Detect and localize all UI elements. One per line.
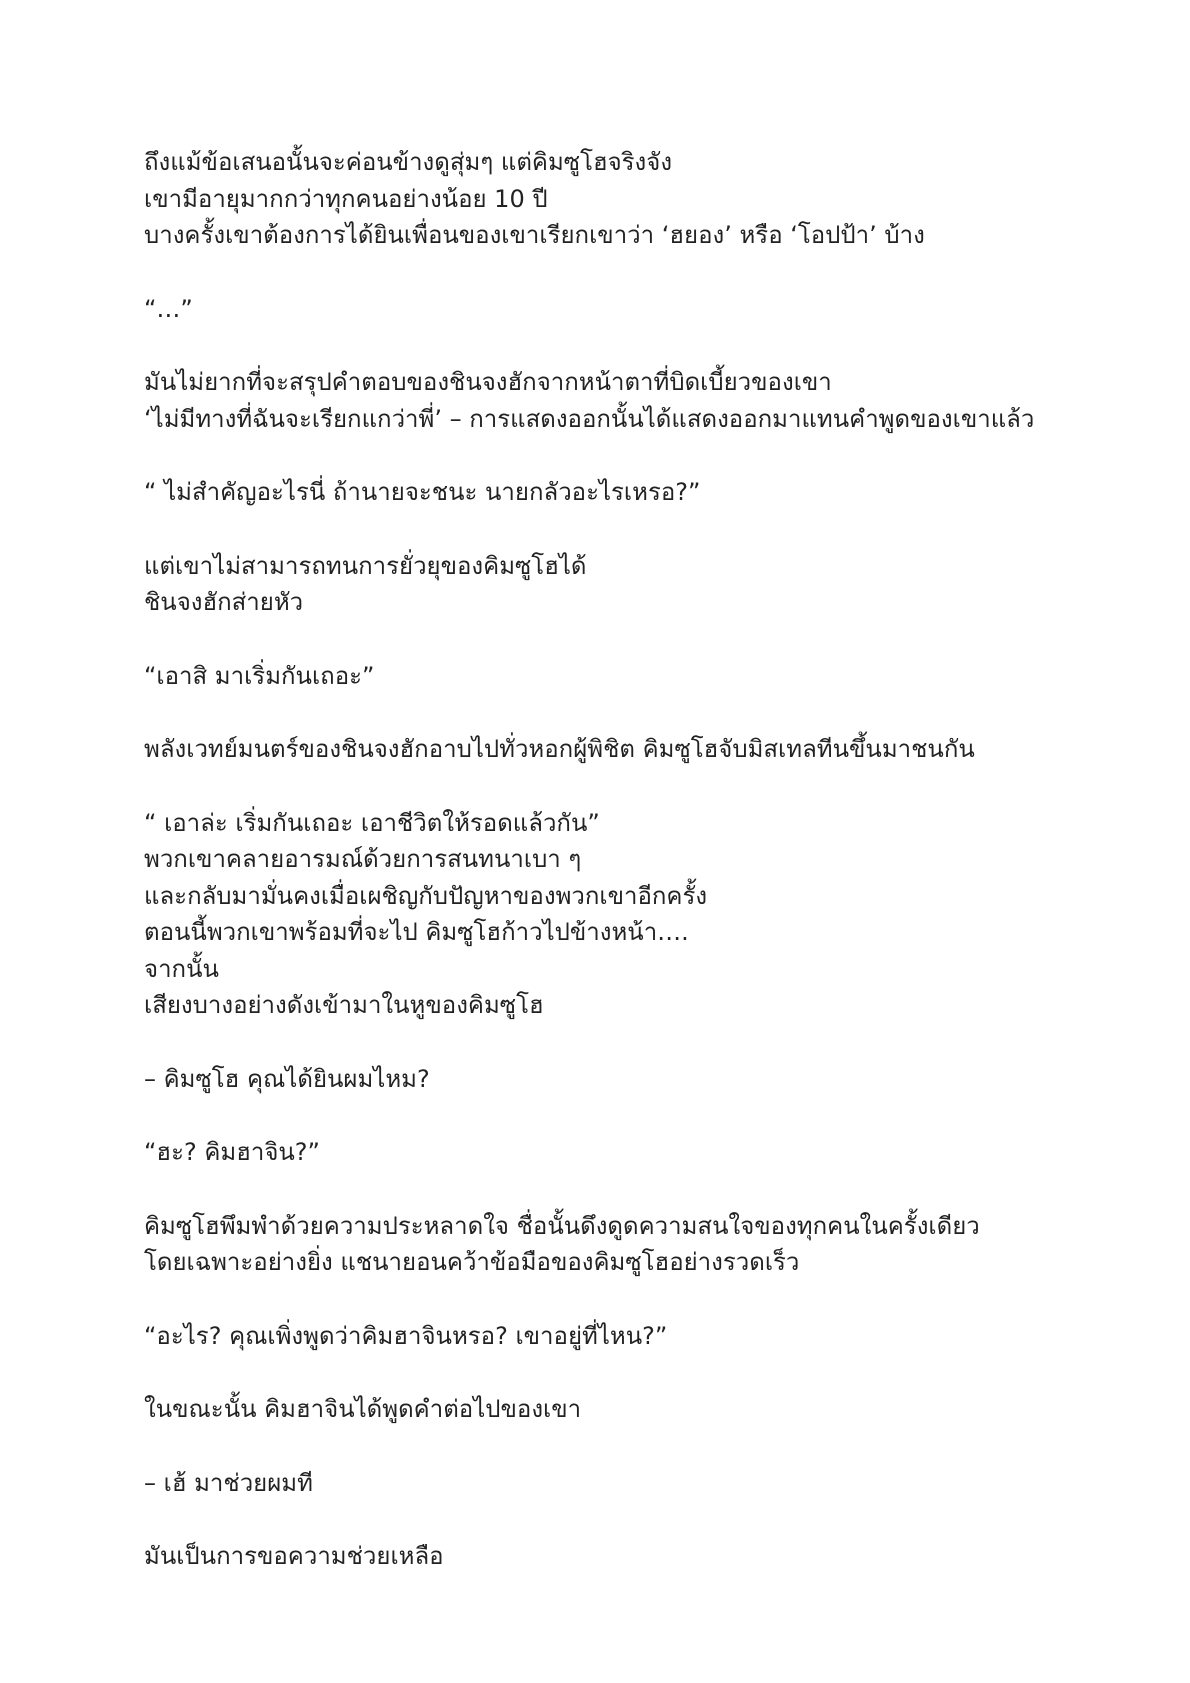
text-line: มันเป็นการขอความช่วยเหลือ <box>144 1542 444 1570</box>
text-line: ถึงแม้ข้อเสนอนั้นจะค่อนข้างดูสุ่มๆ แต่คิมซูโฮจริงจัง <box>144 148 673 176</box>
text-line: โดยเฉพาะอย่างยิ่ง แชนายอนคว้าข้อมือของคิมซูโฮอย่างรวดเร็ว <box>144 1248 800 1276</box>
text-line: เสียงบางอย่างดังเข้ามาในหูของคิมซูโฮ <box>144 991 544 1019</box>
text-line: แต่เขาไม่สามารถทนการยั่วยุของคิมซูโฮได้ <box>144 551 587 580</box>
text-line: “ เอาล่ะ เริ่มกันเถอะ เอาชีวิตให้รอดแล้วกัน” <box>144 808 600 837</box>
text-line: ‘ไม่มีทางที่ฉันจะเรียกแกว่าพี่’ – การแสดงออกนั้นได้แสดงออกมาแทนคำพูดของเขาแล้ว <box>144 404 1035 433</box>
paragraph <box>144 1061 1064 1098</box>
document-body <box>144 144 1064 1612</box>
paragraph <box>144 658 1064 695</box>
paragraph <box>144 474 1064 511</box>
text-line: และกลับมามั่นคงเมื่อเผชิญกับปัญหาของพวกเขาอีกครั้ง <box>144 881 708 910</box>
text-line: “ ไม่สำคัญอะไรนี่ ถ้านายจะชนะ นายกลัวอะไรเหรอ?” <box>144 478 701 506</box>
paragraph <box>144 364 1064 437</box>
text-line: “เอาสิ มาเริ่มกันเถอะ” <box>144 661 375 690</box>
paragraph <box>144 1134 1064 1171</box>
text-line: “อะไร? คุณเพิ่งพูดว่าคิมฮาจินหรอ? เขาอยู่ที่ไหน?” <box>144 1321 668 1350</box>
paragraph <box>144 144 1064 254</box>
paragraph <box>144 1318 1064 1355</box>
text-line: จากนั้น <box>144 954 219 983</box>
paragraph <box>144 1465 1064 1502</box>
text-line: ตอนนี้พวกเขาพร้อมที่จะไป คิมซูโฮก้าวไปข้างหน้า…. <box>144 918 689 946</box>
text-line: คิมซูโฮพึมพำด้วยความประหลาดใจ ชื่อนั้นดึงดูดความสนใจของทุกคนในครั้งเดียว <box>144 1211 980 1240</box>
text-line: พวกเขาคลายอารมณ์ด้วยการสนทนาเบา ๆ <box>144 845 582 873</box>
paragraph <box>144 1538 1064 1575</box>
paragraph <box>144 805 1064 1024</box>
text-line: บางครั้งเขาต้องการได้ยินเพื่อนของเขาเรียกเขาว่า ‘ฮยอง’ หรือ ‘โอปป้า’ บ้าง <box>144 221 925 249</box>
text-line: “ฮะ? คิมฮาจิน?” <box>144 1138 320 1166</box>
paragraph <box>144 731 1064 768</box>
text-line: ในขณะนั้น คิมฮาจินได้พูดคำต่อไปของเขา <box>144 1395 582 1423</box>
text-line: เขามีอายุมากกว่าทุกคนอย่างน้อย 10 ปี <box>144 184 548 213</box>
paragraph <box>144 1208 1064 1281</box>
paragraph <box>144 291 1064 328</box>
text-line: พลังเวทย์มนตร์ของชินจงฮักอาบไปทั่วหอกผู้พิชิต คิมซูโฮจับมิสเทลทีนขึ้นมาชนกัน <box>144 735 975 763</box>
text-line: ชินจงฮักส่ายหัว <box>144 588 304 616</box>
paragraph <box>144 548 1064 621</box>
text-line: – เฮ้ มาช่วยผมที <box>144 1468 313 1497</box>
paragraph <box>144 1391 1064 1428</box>
text-line: มันไม่ยากที่จะสรุปคำตอบของชินจงฮักจากหน้าตาที่บิดเบี้ยวของเขา <box>144 368 832 396</box>
text-line: – คิมซูโฮ คุณได้ยินผมไหม? <box>144 1064 430 1093</box>
text-line: “…” <box>144 294 193 323</box>
